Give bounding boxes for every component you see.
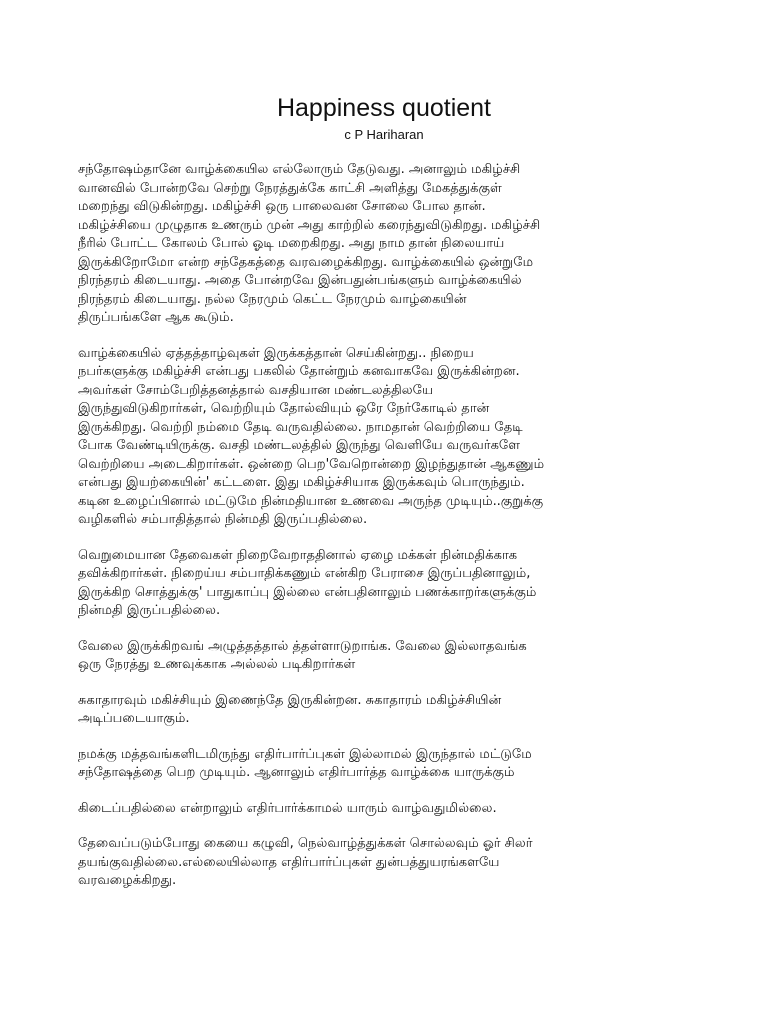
paragraph: [78, 161, 718, 328]
paragraph-line: இருக்கிறோமோ என்ற சந்தேகத்தை வரவழைக்கிறது. வாழ்க்கையில் ஒன்றுமே: [78, 254, 534, 270]
paragraph-line: என்பது இயற்கையின்' கட்டளை. இது மகிழ்ச்சியாக இருக்கவும் பொருந்தும்.: [78, 475, 525, 490]
paragraph-line: வழிகளில் சம்பாதித்தால் நின்மதி இருப்பதில்லை.: [78, 512, 368, 527]
paragraph-line: நிரந்தரம் கிடையாது. அதை போன்றவே இன்பதுன்பங்களும் வாழ்க்கையில்: [78, 273, 522, 288]
paragraph-line: நிரந்தரம் கிடையாது. நல்ல நேரமும் கெட்ட நேரமும் வாழ்கையின்: [78, 291, 467, 307]
paragraph-line: போக வேண்டியிருக்கு. வசதி மண்டலத்தில் இருந்து வெளியே வருவர்களே: [78, 438, 521, 453]
paragraph-line: நின்மதி இருப்பதில்லை.: [78, 603, 221, 618]
paragraph-line: இருக்கிற சொத்துக்கு' பாதுகாப்பு இல்லை என்பதினாலும் பணக்காறர்களுக்கும்: [78, 584, 537, 600]
paragraph-line: அடிப்படையாகும்.: [78, 711, 190, 726]
paragraph-line: சந்தோஷத்தை பெற முடியும். ஆனாலும் எதிர்பார்த்த வாழ்க்கை யாருக்கும்: [78, 765, 515, 780]
paragraph-line: தவிக்கிறார்கள். நிறைய்ய சம்பாதிக்கணும் என்கிற பேராசை இருப்பதினாலும்,: [78, 566, 531, 581]
paragraph-line: இருக்கிறது. வெற்றி நம்மை தேடி வருவதில்லை. நாமதான் வெற்றியை தேடி: [78, 419, 523, 435]
paragraph-line: தயங்குவதில்லை.எல்லையில்லாத எதிர்பார்ப்புகள் துன்பத்துயரங்களயே: [78, 854, 500, 870]
paragraph-line: வெற்றியை அடைகிறார்கள். ஒன்றை பெற'வேறொன்றை இழந்துதான் ஆகணும்: [78, 456, 545, 472]
author-line: c P Hariharan: [344, 127, 424, 142]
paragraph-line: வாழ்க்கையில் ஏத்தத்தாழ்வுகள் இருக்கத்தான் செய்கின்றது.. நிறைய: [78, 345, 474, 361]
paragraph-line: வெறுமையான தேவைகள் நிறைவேறாததினால் ஏழை மக்கள் நின்மதிக்காக: [78, 547, 518, 563]
paragraph: [78, 746, 718, 783]
paragraph-line: தேவைப்படும்போது கையை கழுவி, நெல்வாழ்த்துக்கள் சொல்லவும் ஓர் சிலர்: [78, 836, 533, 851]
paragraph-line: வரவழைக்கிறது.: [78, 873, 177, 888]
paragraph-line: கடின உழைப்பினால் மட்டுமே நின்மதியான உணவை அருந்த முடியும்..குறுக்கு: [78, 493, 544, 509]
paragraph-line: நீரில் போட்ட கோலம் போல் ஓடி மறைகிறது. அது நாம தான் நிலையாய்: [78, 236, 505, 251]
paragraph-line: சுகாதாரவும் மகிச்சியும் இணைந்தே இருகின்றன. சுகாதாரம் மகிழ்ச்சியின்: [78, 692, 502, 708]
paragraph-line: நபர்களுக்கு மகிழ்ச்சி என்பது பகலில் தோன்றும் கனவாகவே இருக்கின்றன.: [78, 364, 520, 379]
paragraph-line: கிடைப்பதில்லை என்றாலும் எதிர்பார்க்காமல் யாரும் வாழ்வதுமில்லை.: [78, 800, 497, 816]
paragraph-line: இருந்துவிடுகிறார்கள், வெற்றியும் தோல்வியும் ஒரே நேர்கோடில் தான்: [78, 401, 490, 416]
paragraph-line: ஒரு நேரத்து உணவுக்காக அல்லல் படிகிறார்கள்: [78, 657, 356, 672]
document-body: [78, 161, 718, 908]
paragraph-line: மறைந்து விடுகின்றது. மகிழ்ச்சி ஒரு பாலைவன சோலை போல தான்.: [78, 199, 486, 214]
paragraph-line: வேலை இருக்கிறவங் அழுத்தத்தால் த்தள்ளாடுறாங்க. வேலை இல்லாதவங்க: [78, 638, 527, 654]
paragraph-line: திருப்பங்களே ஆக கூடும்.: [78, 310, 234, 325]
paragraph-line: அவர்கள் சோம்பேறித்தனத்தால் வசதியான மண்டலத்திலயே: [78, 382, 434, 398]
paragraph-line: மகிழ்ச்சியை முழுதாக உணரும் முன் அது காற்றில் கரைந்துவிடுகிறது. மகிழ்ச்சி: [78, 217, 541, 233]
paragraph-line: சந்தோஷம்தானே வாழ்க்கையில எல்லோரும் தேடுவது. அனாலும் மகிழ்ச்சி: [78, 162, 521, 177]
page-title: Happiness quotient: [276, 94, 492, 122]
paragraph: [78, 345, 718, 530]
paragraph: [78, 835, 718, 891]
paragraph-line: நமக்கு மத்தவங்களிடமிருந்து எதிர்பார்ப்புகள் இல்லாமல் இருந்தால் மட்டுமே: [78, 746, 532, 762]
paragraph: [78, 692, 718, 729]
paragraph-line: வானவில் போன்றவே செற்று நேரத்துக்கே காட்சி அளித்து மேகத்துக்குள்: [78, 180, 502, 196]
paragraph: [78, 800, 718, 819]
paragraph: [78, 547, 718, 621]
paragraph: [78, 638, 718, 675]
